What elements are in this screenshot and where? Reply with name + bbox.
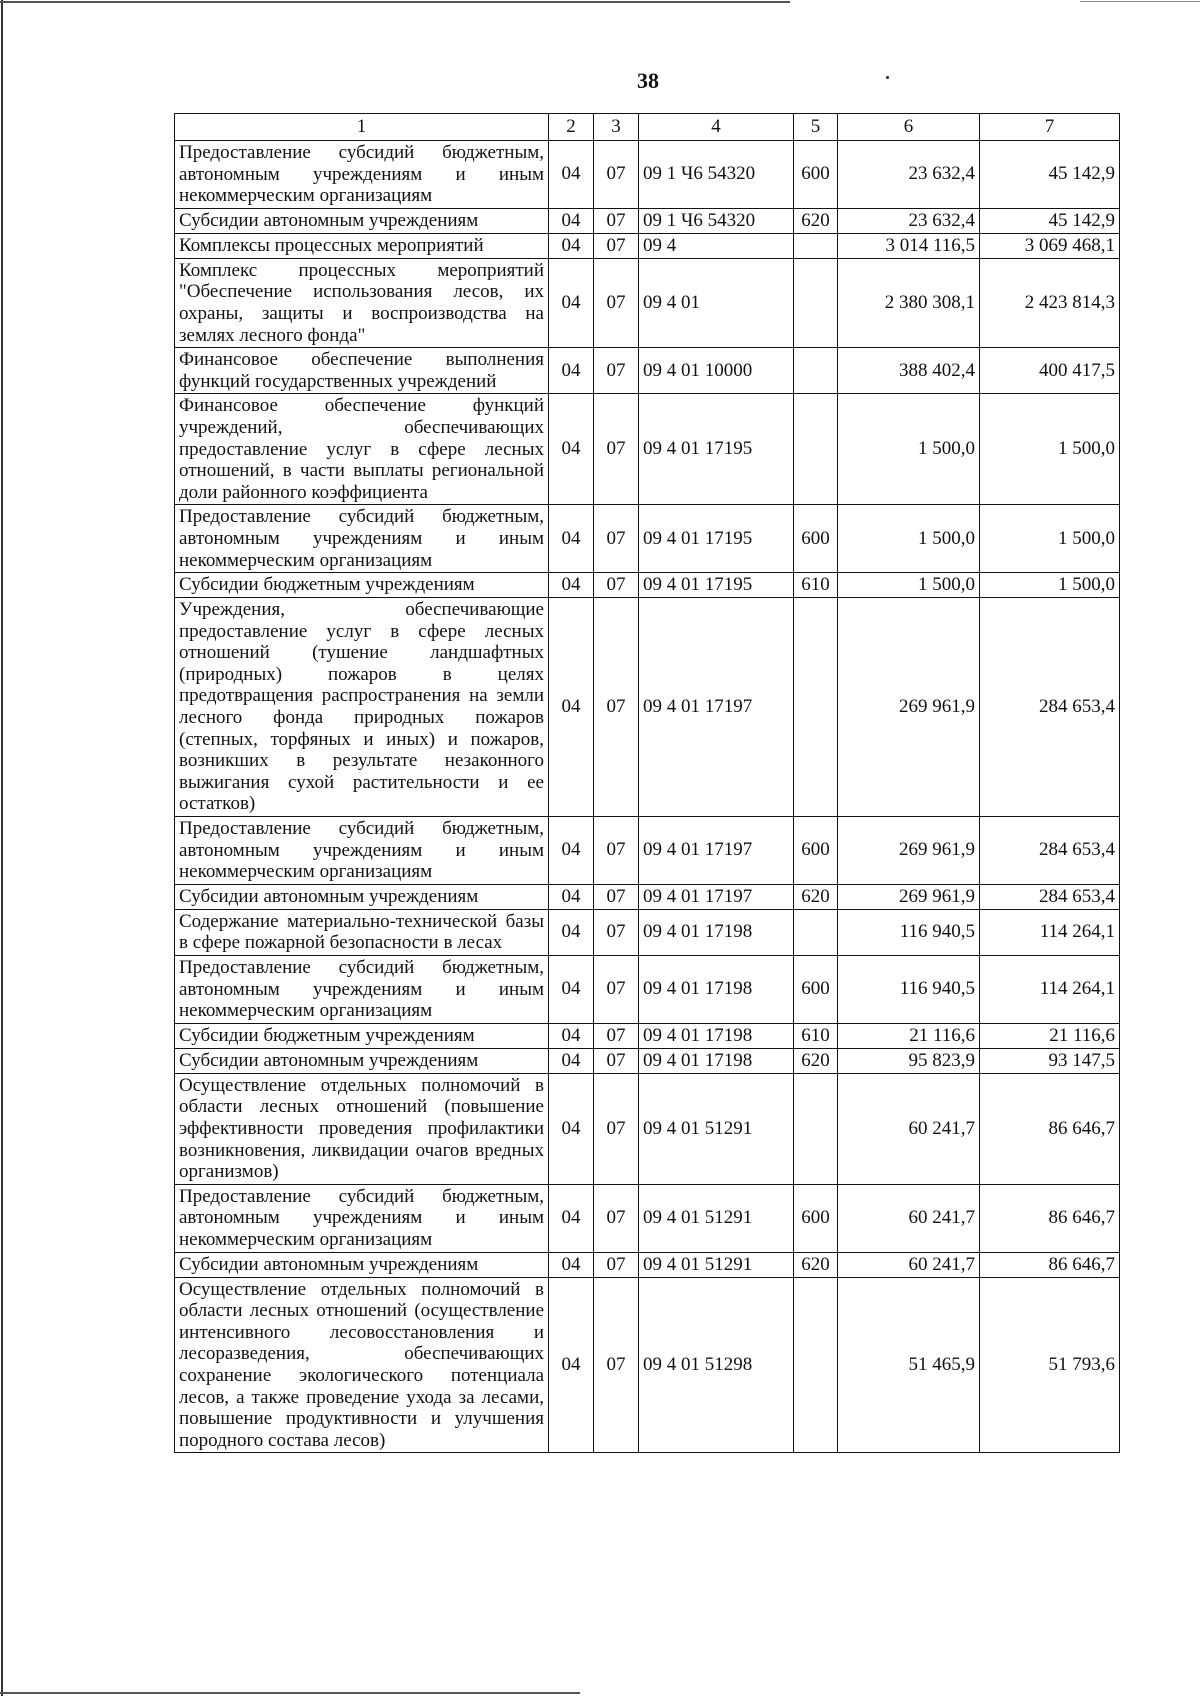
row-expense-type	[794, 1277, 838, 1453]
row-name: Комплексы процессных мероприятий	[175, 233, 549, 258]
table-row	[175, 1073, 1120, 1184]
row-name: Финансовое обеспечение функций учреждений, обеспечивающих предоставление услуг в сфере лесных отношений, в части выплаты региональной доли районного коэффициента	[175, 394, 549, 505]
row-name: Содержание материально-технической базы в сфере пожарной безопасности в лесах	[175, 909, 549, 955]
row-amount-col-7: 1 500,0	[980, 505, 1120, 573]
row-expense-type	[794, 348, 838, 394]
row-expense-type: 620	[794, 1252, 838, 1277]
row-amount-col-7: 1 500,0	[980, 394, 1120, 505]
row-col-2: 04	[549, 817, 594, 885]
row-amount-col-6: 1 500,0	[838, 573, 980, 598]
row-amount-col-6: 51 465,9	[838, 1277, 980, 1453]
row-amount-col-7: 86 646,7	[980, 1073, 1120, 1184]
row-target-code: 09 4 01 51298	[639, 1277, 794, 1453]
row-amount-col-7: 2 423 814,3	[980, 258, 1120, 347]
row-name: Субсидии автономным учреждениям	[175, 1048, 549, 1073]
row-target-code: 09 1 Ч6 54320	[639, 141, 794, 209]
row-target-code: 09 4 01 17198	[639, 909, 794, 955]
row-target-code: 09 4 01 17198	[639, 956, 794, 1024]
table-row	[175, 258, 1120, 347]
row-name: Субсидии бюджетным учреждениям	[175, 1023, 549, 1048]
row-target-code: 09 4 01	[639, 258, 794, 347]
row-amount-col-7: 284 653,4	[980, 884, 1120, 909]
row-name: Предоставление субсидий бюджетным, автономным учреждениям и иным некоммерческим организациям	[175, 956, 549, 1024]
row-expense-type: 600	[794, 1184, 838, 1252]
row-amount-col-6: 269 961,9	[838, 598, 980, 817]
row-col-3: 07	[594, 1277, 639, 1453]
table-row	[175, 573, 1120, 598]
row-amount-col-6: 116 940,5	[838, 956, 980, 1024]
row-amount-col-7: 114 264,1	[980, 909, 1120, 955]
row-amount-col-6: 269 961,9	[838, 884, 980, 909]
table-row	[175, 348, 1120, 394]
row-col-3: 07	[594, 394, 639, 505]
table-header	[175, 114, 1120, 141]
row-amount-col-6: 21 116,6	[838, 1023, 980, 1048]
row-target-code: 09 4 01 17197	[639, 598, 794, 817]
row-expense-type	[794, 1073, 838, 1184]
page-number: 38	[637, 68, 659, 93]
row-target-code: 09 4 01 17195	[639, 394, 794, 505]
row-name: Субсидии бюджетным учреждениям	[175, 573, 549, 598]
row-amount-col-6: 60 241,7	[838, 1184, 980, 1252]
row-col-3: 07	[594, 348, 639, 394]
row-col-2: 04	[549, 1277, 594, 1453]
row-expense-type: 600	[794, 505, 838, 573]
row-expense-type	[794, 233, 838, 258]
row-amount-col-6: 2 380 308,1	[838, 258, 980, 347]
row-amount-col-6: 95 823,9	[838, 1048, 980, 1073]
table-row	[175, 1184, 1120, 1252]
row-amount-col-7: 284 653,4	[980, 598, 1120, 817]
row-amount-col-6: 269 961,9	[838, 817, 980, 885]
row-amount-col-7: 284 653,4	[980, 817, 1120, 885]
row-target-code: 09 1 Ч6 54320	[639, 208, 794, 233]
row-name: Комплекс процессных мероприятий "Обеспечение использования лесов, их охраны, защиты и воспроизводства на землях лесного фонда"	[175, 258, 549, 347]
row-name: Осуществление отдельных полномочий в области лесных отношений (повышение эффективности проведения профилактики возникновения, ликвидации очагов вредных организмов)	[175, 1073, 549, 1184]
row-target-code: 09 4 01 17197	[639, 817, 794, 885]
row-col-2: 04	[549, 258, 594, 347]
row-target-code: 09 4 01 17198	[639, 1023, 794, 1048]
header-row	[175, 114, 1120, 141]
row-col-3: 07	[594, 817, 639, 885]
row-name: Предоставление субсидий бюджетным, автономным учреждениям и иным некоммерческим организациям	[175, 141, 549, 209]
row-amount-col-7: 51 793,6	[980, 1277, 1120, 1453]
row-col-3: 07	[594, 505, 639, 573]
row-expense-type: 600	[794, 141, 838, 209]
table-row	[175, 1048, 1120, 1073]
row-col-2: 04	[549, 598, 594, 817]
row-col-2: 04	[549, 1073, 594, 1184]
row-expense-type: 620	[794, 1048, 838, 1073]
row-col-2: 04	[549, 956, 594, 1024]
table-row	[175, 505, 1120, 573]
row-col-3: 07	[594, 233, 639, 258]
row-col-2: 04	[549, 1023, 594, 1048]
row-col-3: 07	[594, 1048, 639, 1073]
header-col-7: 7	[980, 114, 1120, 141]
row-col-3: 07	[594, 1252, 639, 1277]
row-col-3: 07	[594, 258, 639, 347]
row-amount-col-7: 45 142,9	[980, 208, 1120, 233]
row-col-2: 04	[549, 208, 594, 233]
row-col-3: 07	[594, 1023, 639, 1048]
row-amount-col-6: 23 632,4	[838, 141, 980, 209]
row-amount-col-7: 400 417,5	[980, 348, 1120, 394]
row-target-code: 09 4 01 17198	[639, 1048, 794, 1073]
row-col-3: 07	[594, 956, 639, 1024]
row-amount-col-6: 116 940,5	[838, 909, 980, 955]
row-amount-col-7: 21 116,6	[980, 1023, 1120, 1048]
row-col-3: 07	[594, 598, 639, 817]
row-col-3: 07	[594, 141, 639, 209]
row-name: Финансовое обеспечение выполнения функций государственных учреждений	[175, 348, 549, 394]
table-row	[175, 956, 1120, 1024]
row-amount-col-6: 388 402,4	[838, 348, 980, 394]
row-amount-col-7: 3 069 468,1	[980, 233, 1120, 258]
row-expense-type	[794, 909, 838, 955]
row-name: Предоставление субсидий бюджетным, автономным учреждениям и иным некоммерческим организациям	[175, 505, 549, 573]
table-row	[175, 141, 1120, 209]
row-expense-type: 620	[794, 208, 838, 233]
table-row	[175, 909, 1120, 955]
row-amount-col-6: 60 241,7	[838, 1252, 980, 1277]
header-col-6: 6	[838, 114, 980, 141]
row-col-2: 04	[549, 884, 594, 909]
row-col-2: 04	[549, 505, 594, 573]
row-col-2: 04	[549, 909, 594, 955]
row-amount-col-7: 86 646,7	[980, 1184, 1120, 1252]
row-amount-col-6: 1 500,0	[838, 505, 980, 573]
row-amount-col-6: 60 241,7	[838, 1073, 980, 1184]
table-row	[175, 884, 1120, 909]
row-col-2: 04	[549, 141, 594, 209]
row-col-2: 04	[549, 1184, 594, 1252]
row-target-code: 09 4 01 17197	[639, 884, 794, 909]
row-expense-type	[794, 258, 838, 347]
row-expense-type: 610	[794, 1023, 838, 1048]
row-col-3: 07	[594, 573, 639, 598]
row-name: Субсидии автономным учреждениям	[175, 208, 549, 233]
row-amount-col-7: 93 147,5	[980, 1048, 1120, 1073]
row-name: Субсидии автономным учреждениям	[175, 884, 549, 909]
header-col-5: 5	[794, 114, 838, 141]
header-col-1: 1	[175, 114, 549, 141]
row-amount-col-7: 86 646,7	[980, 1252, 1120, 1277]
row-col-2: 04	[549, 348, 594, 394]
row-amount-col-7: 114 264,1	[980, 956, 1120, 1024]
scan-border-top-right	[1080, 1, 1200, 2]
row-name: Предоставление субсидий бюджетным, автономным учреждениям и иным некоммерческим организациям	[175, 1184, 549, 1252]
table-row	[175, 394, 1120, 505]
row-name: Субсидии автономным учреждениям	[175, 1252, 549, 1277]
row-col-2: 04	[549, 1048, 594, 1073]
row-expense-type	[794, 394, 838, 505]
row-col-3: 07	[594, 1073, 639, 1184]
scan-border-left	[1, 0, 3, 1696]
header-col-2: 2	[549, 114, 594, 141]
header-col-3: 3	[594, 114, 639, 141]
row-expense-type: 600	[794, 817, 838, 885]
row-expense-type: 610	[794, 573, 838, 598]
row-name: Осуществление отдельных полномочий в области лесных отношений (осуществление интенсивного лесовосстановления и лесоразведения, обеспечивающих сохранение экологического потенциала лесов, а также проведение ухода за лесами, повышение продуктивности и улучшения породного состава лесов)	[175, 1277, 549, 1453]
row-col-3: 07	[594, 884, 639, 909]
row-target-code: 09 4 01 10000	[639, 348, 794, 394]
table-row	[175, 233, 1120, 258]
table-row	[175, 817, 1120, 885]
row-target-code: 09 4 01 51291	[639, 1073, 794, 1184]
row-target-code: 09 4 01 17195	[639, 505, 794, 573]
row-col-2: 04	[549, 394, 594, 505]
row-expense-type: 600	[794, 956, 838, 1024]
row-target-code: 09 4	[639, 233, 794, 258]
row-col-2: 04	[549, 573, 594, 598]
row-col-3: 07	[594, 208, 639, 233]
row-name: Учреждения, обеспечивающие предоставление услуг в сфере лесных отношений (тушение ландшафтных (природных) пожаров в целях предотвращения распространения на земли лесного фонда природных пожаров (степных, торфяных и иных) и пожаров, возникших в результате незаконного выжигания сухой растительности и ее остатков)	[175, 598, 549, 817]
table-body	[175, 141, 1120, 1453]
row-col-2: 04	[549, 1252, 594, 1277]
row-name: Предоставление субсидий бюджетным, автономным учреждениям и иным некоммерческим организациям	[175, 817, 549, 885]
row-expense-type	[794, 598, 838, 817]
row-amount-col-6: 1 500,0	[838, 394, 980, 505]
budget-table	[174, 113, 1120, 1453]
scan-border-top	[0, 1, 790, 3]
header-col-4: 4	[639, 114, 794, 141]
table-row	[175, 1252, 1120, 1277]
row-col-3: 07	[594, 1184, 639, 1252]
row-target-code: 09 4 01 17195	[639, 573, 794, 598]
scan-border-bottom	[0, 1692, 580, 1694]
row-expense-type: 620	[794, 884, 838, 909]
row-amount-col-7: 1 500,0	[980, 573, 1120, 598]
row-col-3: 07	[594, 909, 639, 955]
row-target-code: 09 4 01 51291	[639, 1184, 794, 1252]
table-row	[175, 1023, 1120, 1048]
table-row	[175, 598, 1120, 817]
table-row	[175, 1277, 1120, 1453]
row-amount-col-6: 23 632,4	[838, 208, 980, 233]
row-amount-col-7: 45 142,9	[980, 141, 1120, 209]
row-target-code: 09 4 01 51291	[639, 1252, 794, 1277]
row-col-2: 04	[549, 233, 594, 258]
table-row	[175, 208, 1120, 233]
row-amount-col-6: 3 014 116,5	[838, 233, 980, 258]
